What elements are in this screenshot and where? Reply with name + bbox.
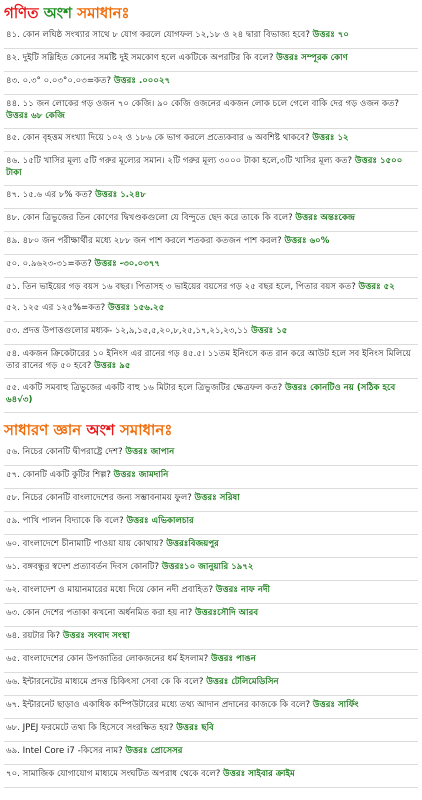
answer-text: উত্তরঃ পাঙন [210, 653, 256, 664]
answer-text: উত্তরঃ টেলিমেডিসিন [206, 676, 279, 687]
question-text: ৫৯. পাখি পালন বিদ্যাকে কি বলে? [6, 515, 124, 526]
question-item [4, 345, 418, 379]
question-text: ৫৪. একজন ক্রিকেটারের ১০ ইনিংস এর রানের গড় ৪৫.৫। ১১তম ইনিংসে কত রান করে আউট হলে সব ইনিংস মিলিয়ে তার রানের গড় ৫০ হবে? [6, 349, 411, 372]
question-text: ৭০. সামাজিক যোগাযোগ মাধ্যমে সংঘটিত অপরাধ থেকে বলে? [6, 768, 221, 779]
question-text: ৬৬. ইন্টারনেটের মাধ্যমে প্রদত্ত চিকিৎসা সেবা কে কি বলে? [6, 676, 204, 687]
question-text: ৪৩. ০.৩° ০.০৩°০.০৩=কত? [6, 76, 112, 86]
math-question-list [4, 26, 418, 413]
question-item [4, 558, 418, 581]
question-text: ৬৯. Intel Core i7 -কিসের নাম? [6, 745, 123, 756]
answer-text: উত্তরঃবিজয়পুর [166, 538, 219, 549]
question-text: ৬০. বাংলাদেশে চীনামাটি পাওয়া যায় কোথায়? [6, 538, 164, 549]
answer-text: উত্তরঃ সংবাদ সংস্থা [62, 630, 130, 641]
answer-text: উত্তরঃ ১৫০০ টাকা [6, 155, 403, 179]
question-text: ৫৭. কোনটি একটি কুটির শিল্প? [6, 469, 111, 480]
answer-text: উত্তরঃ এভিকালচার [126, 515, 194, 526]
question-item [4, 489, 418, 512]
question-text: ৪৮. কোন ত্রিভুজের তিন কোণের দ্বিখণ্ডকগুলো যে বিন্দুতে ছেদ করে তাকে কি বলে? [6, 212, 293, 223]
gk-section-title [4, 419, 418, 441]
question-text: ৪৬. ১৫টি খাসির মূল্য ৫টি গরুর মূল্যের সমান। ২টি গরুর মূল্য ৩০০০ টাকা হলে,৩টি খাসির মূল্য কত? [6, 155, 353, 166]
question-item [4, 278, 418, 299]
question-text: ৪২. দুইটি সম্নিহিত কোনের সমষ্টি দুই সমকোণ হলে একটিকে অপরটির কি বলে? [6, 53, 274, 63]
question-text: ৬৩. কোন দেশের পতাকা কখনো অর্ধনমিত করা হয় না? [6, 607, 193, 618]
question-item [4, 719, 418, 742]
question-item [4, 535, 418, 558]
question-text: ৬৫. বাংলাদেশের কোন উপজাতির লোকজনের ধর্ম ইসলাম? [6, 653, 209, 664]
gk-title-word: সাধারণ জ্ঞান [4, 420, 82, 439]
question-text: ৫৫. একটি সমবাহু ত্রিভুজের একটি বাহু ১৬ মিটার হলে ত্রিভুজটির ক্ষেত্রফল কত? [6, 382, 283, 393]
answer-text: উত্তরঃ ১৫৬.২৫ [107, 303, 165, 314]
question-item [4, 209, 418, 232]
answer-text: উত্তরঃ ১.২৪৮ [95, 189, 146, 200]
answer-text: উত্তরঃ নাফ নদী [215, 584, 270, 595]
answer-text: উত্তরঃসৌদি আরব [194, 607, 259, 618]
question-item [4, 379, 418, 413]
question-item [4, 627, 418, 650]
question-item [4, 650, 418, 673]
answer-text: উত্তরঃ ৬০% [284, 235, 330, 246]
question-text: ৪৫. কোন বৃহত্তম সংখ্যা দিয়ে ১০২ ও ১৮৬ কে ভাগ করলে প্রত্যেকবার ৬ অবশিষ্ট থাকবে? [6, 132, 310, 143]
question-item [4, 765, 418, 788]
question-text: ৬৪. রয়টার কি? [6, 630, 61, 641]
question-text: ৫৬. নিচের কোনটি দ্বীপরাষ্ট্রে দেশ? [6, 446, 123, 457]
question-item [4, 255, 418, 278]
math-section-title [4, 2, 418, 24]
question-item [4, 581, 418, 604]
answer-text: উত্তরঃ .০০০২৭ [113, 76, 171, 86]
gk-title-solution: সমাধানঃ [120, 420, 173, 439]
answer-text: উত্তরঃ প্রোসেসর [125, 745, 183, 756]
answer-text: উত্তরঃ ৫২ [358, 281, 395, 292]
question-item [4, 95, 418, 129]
question-item [4, 152, 418, 186]
answer-text: উত্তরঃ সরিষা [194, 492, 240, 503]
answer-text: উত্তরঃ ৬৮ কেজি [6, 111, 65, 122]
question-text: ৪৪. ১১ জন লোকের গড় ওজন ৭০ কেজি। ৯০ কেজি ওজনের একজন লোক চলে গেলে বাকি দের গড় ওজন কত? [6, 99, 399, 109]
gk-title-part: অংশ [86, 420, 115, 439]
math-title-word: গণিত [4, 4, 39, 22]
answer-text: উত্তরঃ কোনটিও নয় (সঠিক হবে ৬৪√৩) [6, 382, 396, 406]
answer-text: উত্তরঃ১০ জানুয়ারি ১৯৭২ [161, 561, 254, 572]
question-item [4, 49, 418, 72]
question-item [4, 604, 418, 627]
question-item [4, 322, 418, 345]
answer-text: উত্তরঃ সার্ফিং [312, 699, 359, 710]
question-text: ৪১. কোন লঘিষ্ঠ সংখ্যার সাথে ৮ যোগ করলে যোগফল ১২,১৮ ও ২৪ দ্বারা বিভাজ্য হবে? [6, 30, 310, 40]
question-text: ৬৭. ইন্টারনেট ছাড়াও একাধিক কম্পিউটারের মধ্যে তথ্য আদান প্রদানের কাজকে কি বলে? [6, 699, 311, 710]
answer-text: উত্তরঃ জাপান [125, 446, 175, 457]
question-item [4, 26, 418, 49]
question-item [4, 232, 418, 255]
question-text: ৫৩. প্রদত্ত উপাত্তগুলোর মধ্যক- ১২,৯,১৫,৫,২০,৮,২৫,১৭,২১,২৩,১১ [6, 326, 249, 337]
question-item [4, 512, 418, 535]
question-text: ৪৭. ১৫.৬ এর ৮% কত? [6, 189, 93, 200]
answer-text: উত্তরঃ ১২ [312, 132, 349, 143]
question-item [4, 299, 418, 322]
answer-text: উত্তরঃ সাইবার ক্রাইম [223, 768, 295, 779]
answer-text: উত্তরঃ জামদানি [113, 469, 169, 480]
question-item [4, 696, 418, 719]
math-title-part: অংশ [43, 4, 73, 22]
question-text: ৬৮. JPEJ ফরমেটে তথ্য কি হিসেবে সংরক্ষিত হয়? [6, 722, 174, 733]
question-item [4, 466, 418, 489]
gk-question-list [4, 443, 418, 788]
question-text: ৫২. ১২৫ এর ১২৫%=কত? [6, 303, 106, 314]
answer-text: উত্তরঃ অন্তঃকেন্দ্র [295, 212, 355, 223]
question-item [4, 72, 418, 95]
question-item [4, 673, 418, 696]
answer-text: উত্তরঃ ৭০ [312, 30, 349, 40]
question-item [4, 742, 418, 765]
question-text: ৫১. তিন ভাইয়ের গড় বয়স ১৬ বছর। পিতাসহ ৩ ভাইয়ের বয়সের গড় ২৫ বছর হলে, পিতার বয়স কত? [6, 281, 356, 292]
answer-text: উত্তরঃ -৩০.০৩৭৭ [94, 258, 161, 269]
answer-text: উত্তরঃ ছবি [176, 722, 214, 733]
question-item [4, 186, 418, 209]
math-title-solution: সমাধানঃ [77, 4, 130, 22]
answer-text: উত্তরঃ ১৫ [251, 326, 288, 337]
answer-text: উত্তরঃ ৯৫ [94, 361, 131, 372]
question-text: ৬২. বাংলাদেশ ও মায়ানমারের মধ্যে দিয়ে কোন নদী প্রবাহিত? [6, 584, 214, 595]
question-text: ৫০. ০.৯৬২৩-৩১=কত? [6, 258, 92, 269]
question-item [4, 129, 418, 152]
answer-text: উত্তরঃ সম্পূরক কোণ [276, 53, 348, 63]
question-text: ৫৮. নিচের কোনটি বাংলাদেশের জন্য সম্ভাবনাময় ফুল? [6, 492, 192, 503]
question-text: ৬১. বঙ্গবন্ধুর স্বদেশ প্রত্যাবর্তন দিবস কোনটি? [6, 561, 160, 572]
question-item [4, 443, 418, 466]
question-text: ৪৯. ৪৮০ জন পরীক্ষার্থীর মধ্যে ২৮৮ জন পাশ করলে শতকরা কতজন পাশ করল? [6, 235, 282, 246]
